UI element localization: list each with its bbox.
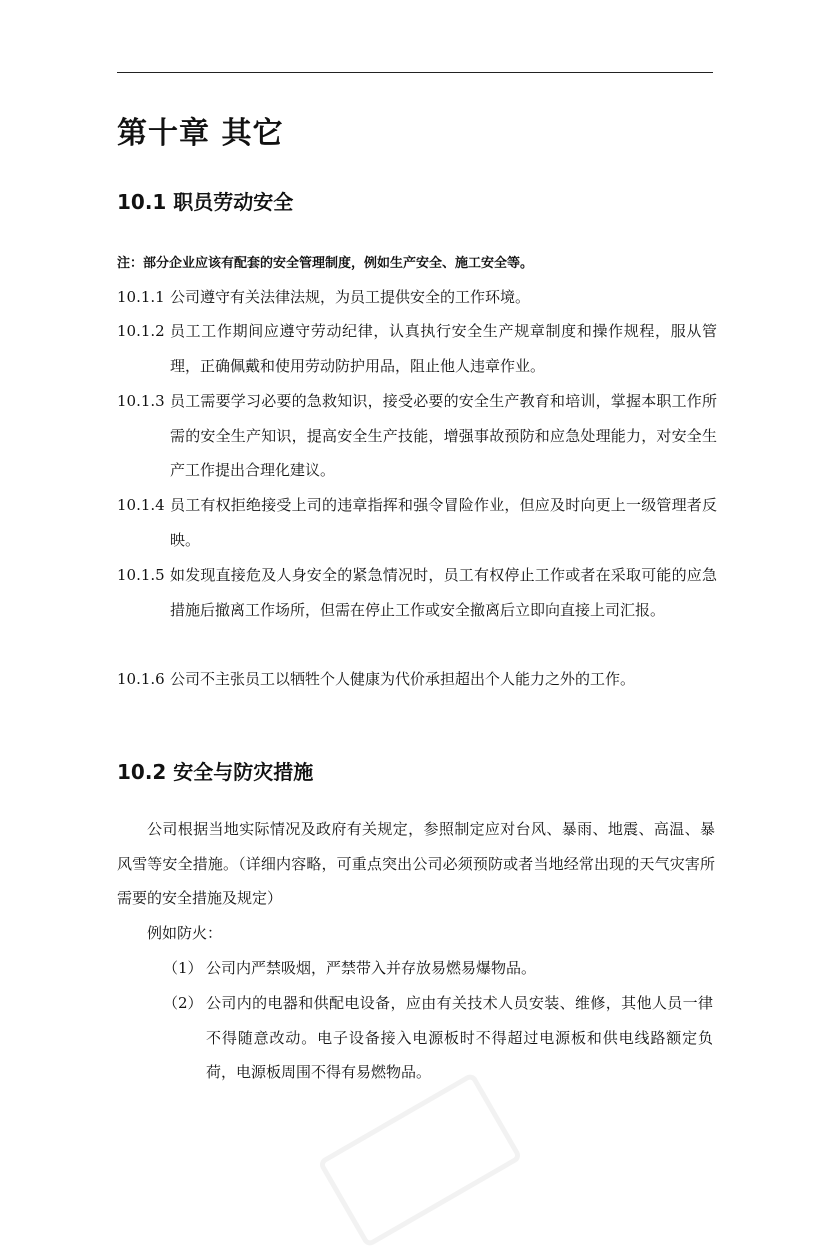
clause-number: 10.1.5 (117, 566, 165, 584)
clause-text: 公司不主张员工以牺牲个人健康为代价承担超出个人能力之外的工作。 (170, 670, 636, 688)
clause-number: 10.1.2 (117, 322, 165, 340)
clause-number: 10.1.4 (117, 496, 165, 514)
section-heading-10-2: 10.2 安全与防灾措施 (117, 760, 314, 784)
list-text: 公司内的电器和供配电设备，应由有关技术人员安装、维修，其他人员一律不得随意改动。电子设备接入电源板时不得超过电源板和供电线路额定负荷，电源板周围不得有易燃物品。 (206, 994, 713, 1081)
clause-text: 员工需要学习必要的急救知识，接受必要的安全生产教育和培训，掌握本职工作所需的安全生产知识，提高安全生产技能，增强事故预防和应急处理能力，对安全生产工作提出合理化建议。 (170, 392, 717, 479)
clause-text: 如发现直接危及人身安全的紧急情况时，员工有权停止工作或者在采取可能的应急措施后撤离工作场所，但需在停止工作或安全撤离后立即向直接上司汇报。 (170, 566, 717, 619)
clause-10-1-3 (117, 384, 717, 488)
list-number: （2） (163, 994, 203, 1012)
clause-text: 员工工作期间应遵守劳动纪律，认真执行安全生产规章制度和操作规程，服从管理，正确佩戴和使用劳动防护用品，阻止他人违章作业。 (170, 322, 717, 375)
clause-10-1-6 (117, 662, 717, 697)
header-rule (117, 72, 713, 73)
list-number: （1） (163, 959, 203, 977)
clause-10-1-4 (117, 488, 717, 557)
section-note: 注：部分企业应该有配套的安全管理制度，例如生产安全、施工安全等。 (117, 256, 534, 271)
clause-text: 员工有权拒绝接受上司的违章指挥和强令冒险作业，但应及时向更上一级管理者反映。 (170, 496, 717, 549)
example-label: 例如防火： (147, 924, 223, 942)
clause-number: 10.1.6 (117, 670, 165, 688)
list-item-2 (163, 986, 713, 1090)
section-heading-10-1: 10.1 职员劳动安全 (117, 190, 294, 214)
clause-text: 公司遵守有关法律法规，为员工提供安全的工作环境。 (170, 288, 531, 306)
clause-10-1-2 (117, 314, 717, 383)
clause-10-1-1 (117, 280, 717, 315)
list-item-1 (163, 951, 713, 986)
section-paragraph: 公司根据当地实际情况及政府有关规定，参照制定应对台风、暴雨、地震、高温、暴风雪等安全措施。（详细内容略，可重点突出公司必须预防或者当地经常出现的天气灾害所需要的安全措施及规定） (117, 820, 715, 907)
clause-number: 10.1.3 (117, 392, 165, 410)
chapter-title: 第十章 其它 (117, 116, 284, 151)
watermark-shape (317, 1072, 523, 1248)
clause-number: 10.1.1 (117, 288, 165, 306)
clause-10-1-5 (117, 558, 717, 627)
list-text: 公司内严禁吸烟，严禁带入并存放易燃易爆物品。 (206, 959, 537, 977)
